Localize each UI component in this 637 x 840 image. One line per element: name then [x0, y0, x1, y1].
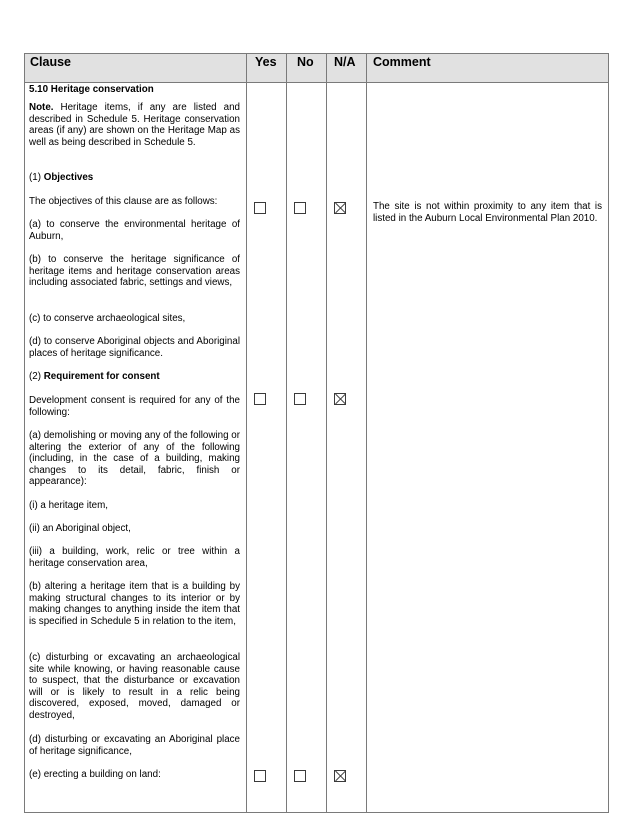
objectives-intro: The objectives of this clause are as follows: [29, 196, 218, 207]
note-paragraph [29, 102, 240, 148]
no-checkbox-objectives[interactable] [294, 202, 306, 214]
column-divider-yes-no [286, 53, 287, 813]
yes-checkbox-objectives[interactable] [254, 202, 266, 214]
yes-checkbox-erecting[interactable] [254, 770, 266, 782]
header-yes: Yes [255, 55, 277, 69]
consent-a-ii: (ii) an Aboriginal object, [29, 523, 131, 534]
consent-number: (2) [29, 371, 44, 382]
table-left-border [24, 53, 25, 813]
header-na: N/A [334, 55, 356, 69]
consent-label: Requirement for consent [43, 371, 160, 382]
consent-b: (b) altering a heritage item that is a building by making structural changes to its interior or by making changes to anything inside the item that is specified in Schedule 5 in relation to the item, [29, 581, 240, 627]
objective-b: (b) to conserve the heritage significance of heritage items and heritage conservation areas including associated fabric, settings and views, [29, 254, 240, 289]
yes-checkbox-consent[interactable] [254, 393, 266, 405]
consent-e: (e) erecting a building on land: [29, 769, 161, 780]
table-top-border [24, 53, 609, 54]
objectives-number: (1) [29, 172, 44, 183]
column-divider-clause-yes [246, 53, 247, 813]
note-text: Heritage items, if any are listed and described in Schedule 5. Heritage conservation areas (if any) are shown on the Heritage Map as well as being described in Schedule 5. [29, 102, 240, 148]
objective-a: (a) to conserve the environmental heritage of Auburn, [29, 219, 240, 242]
section-title: 5.10 Heritage conservation [29, 84, 154, 95]
no-checkbox-erecting[interactable] [294, 770, 306, 782]
consent-a: (a) demolishing or moving any of the following or altering the exterior of any of the following (including, in the case of a building, making changes to its detail, fabric, finish or appearance): [29, 430, 240, 488]
objective-c: (c) to conserve archaeological sites, [29, 313, 186, 324]
no-checkbox-consent[interactable] [294, 393, 306, 405]
header-comment: Comment [373, 55, 431, 69]
consent-c: (c) disturbing or excavating an archaeological site while knowing, or having reasonable cause to suspect, that the disturbance or excavation will or is likely to result in a relic being discovered, exposed, moved, damaged or destroyed, [29, 652, 240, 721]
header-no: No [297, 55, 314, 69]
header-clause: Clause [30, 55, 71, 69]
comment-text: The site is not within proximity to any item that is listed in the Auburn Local Environmental Plan 2010. [373, 201, 602, 224]
objective-d: (d) to conserve Aboriginal objects and Aboriginal places of heritage significance. [29, 336, 240, 359]
objectives-heading [29, 172, 240, 184]
table-right-border [608, 53, 609, 813]
consent-intro: Development consent is required for any of the following: [29, 395, 240, 418]
consent-heading [29, 371, 240, 383]
na-checkbox-erecting[interactable] [334, 770, 346, 782]
table-bottom-border [24, 812, 609, 813]
column-divider-na-comment [366, 53, 367, 813]
column-divider-no-na [326, 53, 327, 813]
note-label: Note. [29, 102, 54, 113]
consent-a-iii: (iii) a building, work, relic or tree within a heritage conservation area, [29, 546, 240, 569]
objectives-label: Objectives [43, 172, 94, 183]
table-header-background [25, 54, 608, 82]
na-checkbox-consent[interactable] [334, 393, 346, 405]
table-header-divider [24, 82, 609, 83]
consent-d: (d) disturbing or excavating an Aboriginal place of heritage significance, [29, 734, 240, 757]
consent-a-i: (i) a heritage item, [29, 500, 108, 511]
na-checkbox-objectives[interactable] [334, 202, 346, 214]
